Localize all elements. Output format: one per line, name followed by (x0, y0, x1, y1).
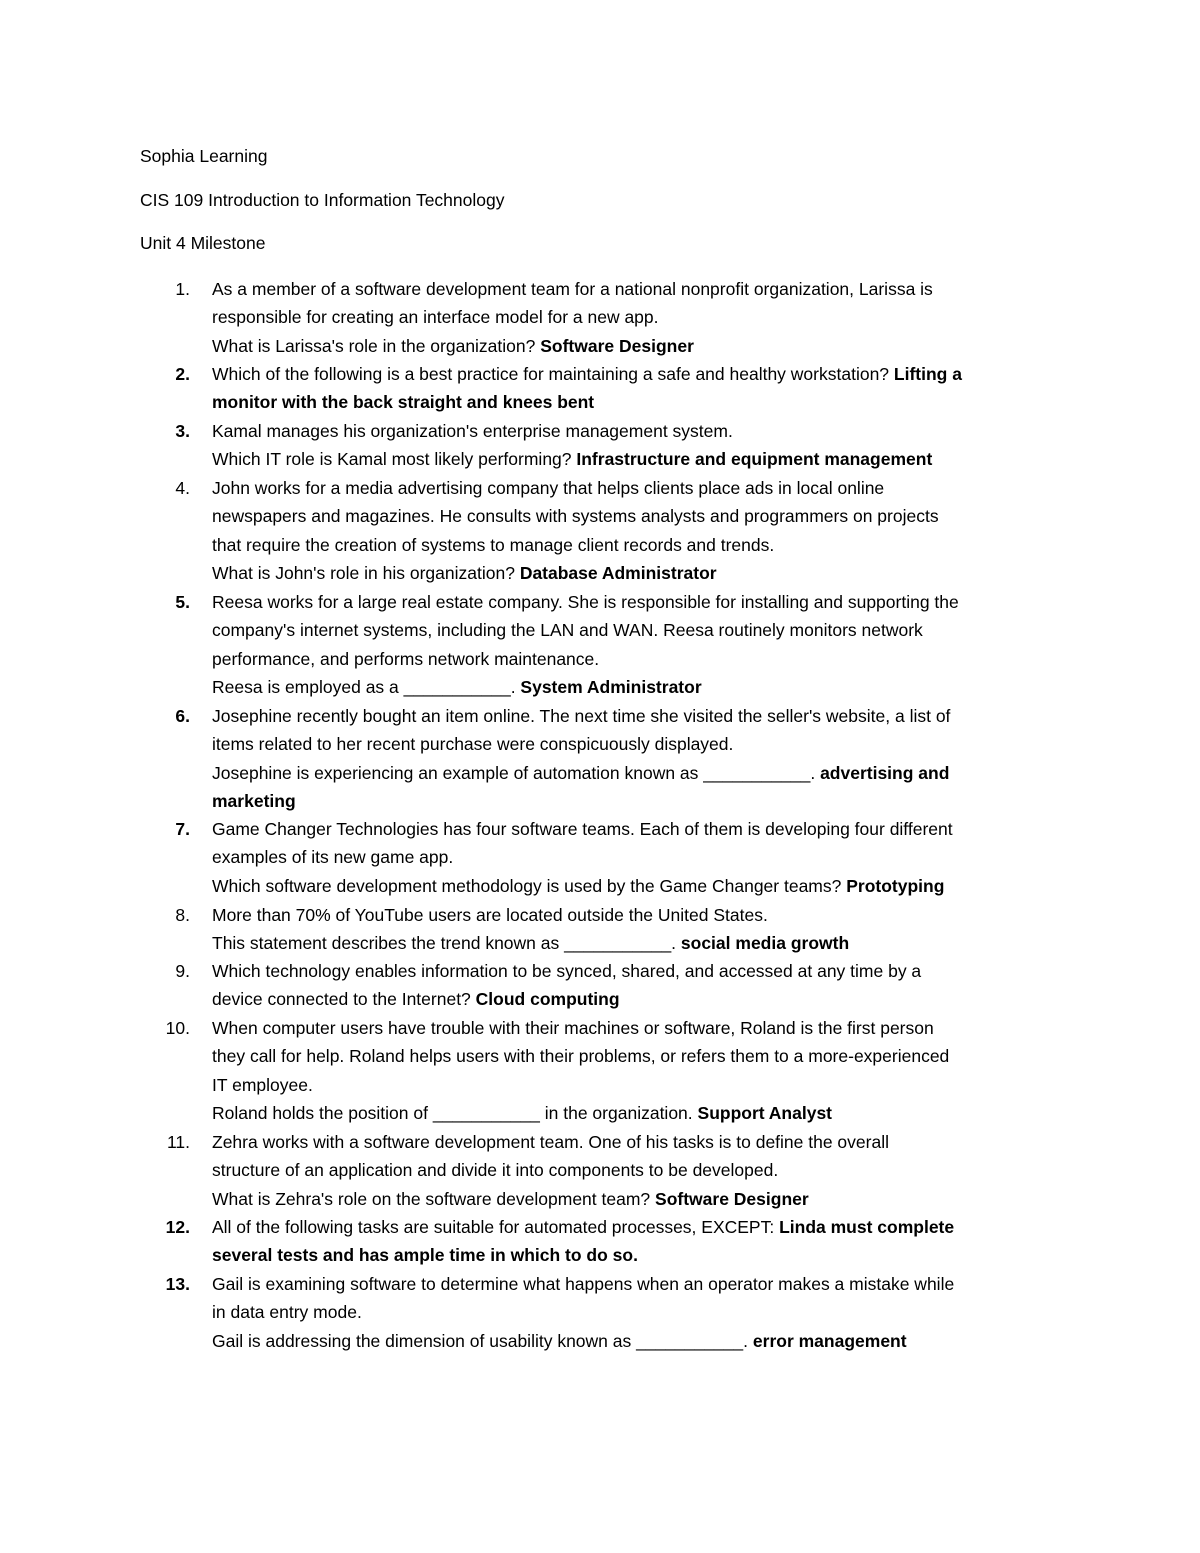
question-text: in data entry mode. (212, 1302, 362, 1323)
answer: error management (752, 1330, 907, 1351)
answer: Cloud computing (475, 989, 620, 1010)
question-prompt: Josephine is experiencing an example of automation known as ___________. (212, 762, 821, 783)
question-number: 2. (175, 364, 190, 384)
question-text: Reesa works for a large real estate company. She is responsible for installing and supporting the (212, 592, 959, 612)
question-8 (140, 901, 1070, 958)
question-text: Gail is examining software to determine what happens when an operator makes a mistake while (212, 1274, 955, 1294)
question-prompt: Which of the following is a best practice for maintaining a safe and healthy workstation? (212, 364, 894, 384)
question-11 (140, 1128, 1070, 1213)
question-prompt: What is Larissa's role in the organization? (212, 335, 541, 356)
question-text: company's internet systems, including the LAN and WAN. Reesa routinely monitors network (212, 620, 923, 641)
question-text: responsible for creating an interface model for a new app. (212, 307, 659, 328)
answer: Software Designer (540, 335, 694, 356)
question-prompt: What is Zehra's role on the software development team? (212, 1188, 656, 1209)
question-5 (140, 588, 1070, 702)
answer: monitor with the back straight and knees bent (212, 392, 595, 413)
answer: Software Designer (655, 1188, 809, 1209)
question-text: Game Changer Technologies has four software teams. Each of them is developing four different (212, 819, 953, 839)
question-6 (140, 702, 1070, 816)
question-12 (140, 1213, 1070, 1270)
answer: social media growth (680, 933, 850, 954)
answer: Prototyping (846, 875, 945, 896)
question-text: IT employee. (212, 1074, 313, 1095)
question-text: Which technology enables information to be synced, shared, and accessed at any time by a (212, 961, 922, 981)
question-number: 5. (175, 592, 190, 612)
question-text: John works for a media advertising company that helps clients place ads in local online (212, 478, 885, 498)
question-text: More than 70% of YouTube users are located outside the United States. (212, 905, 768, 925)
question-number: 1. (175, 279, 190, 299)
question-13 (140, 1270, 1070, 1355)
question-prompt: What is John's role in his organization? (212, 563, 520, 584)
organization-name: Sophia Learning (140, 146, 268, 166)
question-number: 11. (166, 1132, 190, 1152)
question-2 (140, 360, 1070, 417)
question-prompt: Reesa is employed as a ___________. (212, 677, 521, 698)
question-text: When computer users have trouble with their machines or software, Roland is the first person (212, 1018, 934, 1038)
question-text: they call for help. Roland helps users with their problems, or refers them to a more-experienced (212, 1046, 950, 1067)
answer: Database Administrator (519, 563, 717, 584)
question-text: examples of its new game app. (212, 847, 454, 868)
question-4 (140, 474, 1070, 588)
question-number: 13. (165, 1274, 190, 1294)
milestone-title: Unit 4 Milestone (140, 233, 266, 253)
question-prompt: Which IT role is Kamal most likely performing? (212, 449, 577, 470)
question-text: performance, and performs network maintenance. (212, 648, 600, 669)
question-text: Zehra works with a software development team. One of his tasks is to define the overall (212, 1132, 889, 1152)
answer: several tests and has ample time in which to do so. (212, 1245, 638, 1266)
question-prompt: This statement describes the trend known as ___________. (212, 933, 681, 954)
answer: advertising and (820, 762, 950, 783)
question-7 (140, 815, 1070, 900)
question-number: 4. (175, 478, 190, 498)
answer: marketing (212, 791, 296, 812)
question-text: newspapers and magazines. He consults with systems analysts and programmers on projects (212, 506, 939, 527)
question-number: 8. (175, 905, 190, 925)
question-text: that require the creation of systems to manage client records and trends. (212, 534, 775, 555)
question-text: structure of an application and divide it into components to be developed. (212, 1160, 779, 1181)
question-text: items related to her recent purchase were conspicuously displayed. (212, 734, 734, 755)
question-3 (140, 417, 1070, 474)
question-text: Josephine recently bought an item online. The next time she visited the seller's website, a list of (212, 706, 951, 726)
question-10 (140, 1014, 1070, 1128)
question-prompt: Which software development methodology is used by the Game Changer teams? (212, 875, 847, 896)
question-number: 9. (175, 961, 190, 981)
question-number: 7. (175, 819, 190, 839)
course-title: CIS 109 Introduction to Information Technology (140, 190, 505, 210)
answer: Infrastructure and equipment management (576, 449, 933, 470)
question-text: Kamal manages his organization's enterprise management system. (212, 421, 733, 441)
answer: Lifting a (893, 364, 962, 384)
question-number: 6. (175, 706, 190, 726)
question-text: As a member of a software development team for a national nonprofit organization, Larissa is (212, 279, 933, 299)
question-9 (140, 957, 1070, 1014)
question-number: 3. (175, 421, 190, 441)
question-prompt: device connected to the Internet? (212, 989, 476, 1010)
question-number: 12. (165, 1217, 190, 1237)
question-prompt: All of the following tasks are suitable for automated processes, EXCEPT: (212, 1217, 780, 1237)
question-1 (140, 275, 1070, 360)
answer: System Administrator (520, 677, 702, 698)
answer: Support Analyst (697, 1103, 833, 1124)
question-prompt: Gail is addressing the dimension of usability known as ___________. (212, 1330, 753, 1351)
question-number: 10. (165, 1018, 190, 1038)
answer: Linda must complete (779, 1217, 955, 1237)
question-prompt: Roland holds the position of ___________ in the organization. (212, 1103, 698, 1124)
